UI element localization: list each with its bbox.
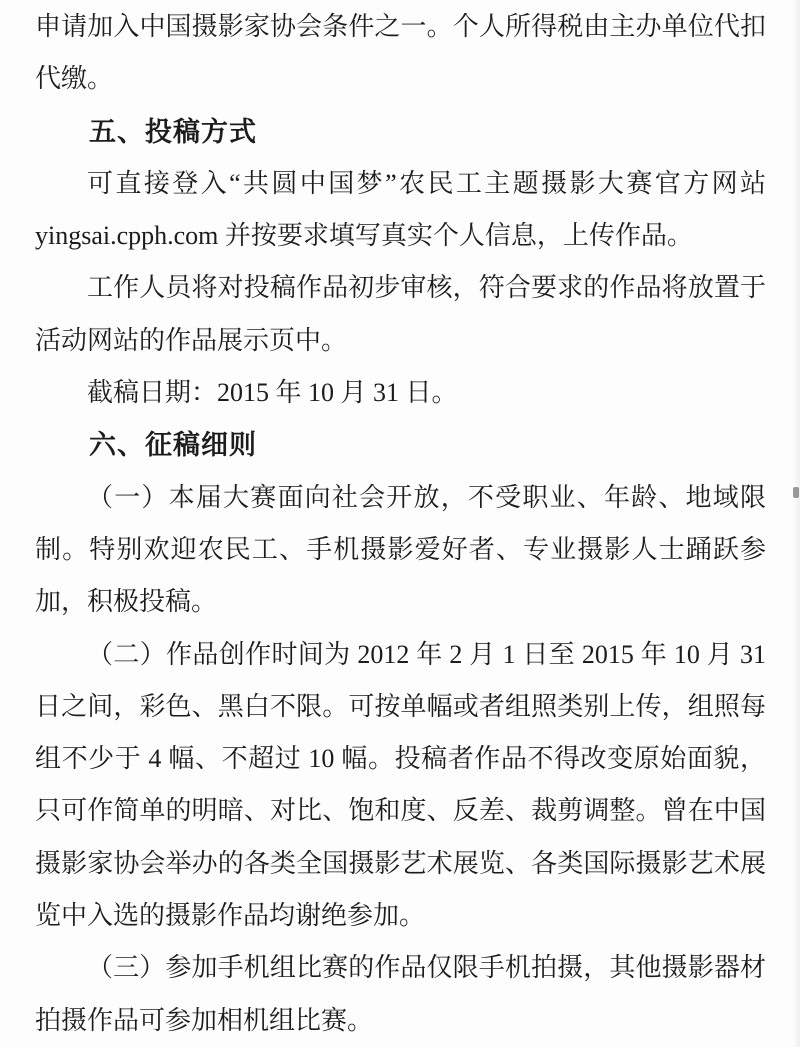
scan-artifact — [793, 487, 799, 498]
paragraph-staff-review: 工作人员将对投稿作品初步审核，符合要求的作品将放置于活动网站的作品展示页中。 — [35, 273, 766, 355]
paragraph-membership-tax: 申请加入中国摄影家协会条件之一。个人所得税由主办单位代扣代缴。 — [35, 12, 766, 94]
section-heading-submission-rules: 六、征稿细则 — [89, 430, 257, 461]
paragraph-rule-2-work-requirements: （二）作品创作时间为 2012 年 2 月 1 日至 2015 年 10 月 31 日之间，彩色、黑白不限。可按单幅或者组照类别上传，组照每组不少于 4 幅、不超过 10 幅。投稿者作品不得改变原始面貌，只可作简单的明暗、对比、饱和度、反差、裁剪调整。曾在中国摄影家协会举办的各类全国摄影艺术展览、各类国际摄影艺术展览中入选的摄影作品均谢绝参加。 — [35, 639, 766, 931]
paragraph-deadline: 截稿日期：2015 年 10 月 31 日。 — [87, 378, 458, 408]
paragraph-rule-3-phone-group: （三）参加手机组比赛的作品仅限手机拍摄，其他摄影器材拍摄作品可参加相机组比赛。 — [35, 953, 766, 1035]
paragraph-rule-1-eligibility: （一）本届大赛面向社会开放，不受职业、年龄、地域限制。特别欢迎农民工、手机摄影爱好者、专业摄影人士踊跃参加，积极投稿。 — [35, 482, 766, 617]
section-heading-submission-method: 五、投稿方式 — [89, 116, 257, 147]
paragraph-official-website: 可直接登入“共圆中国梦”农民工主题摄影大赛官方网站 yingsai.cpph.com 并按要求填写真实个人信息，上传作品。 — [35, 168, 766, 251]
